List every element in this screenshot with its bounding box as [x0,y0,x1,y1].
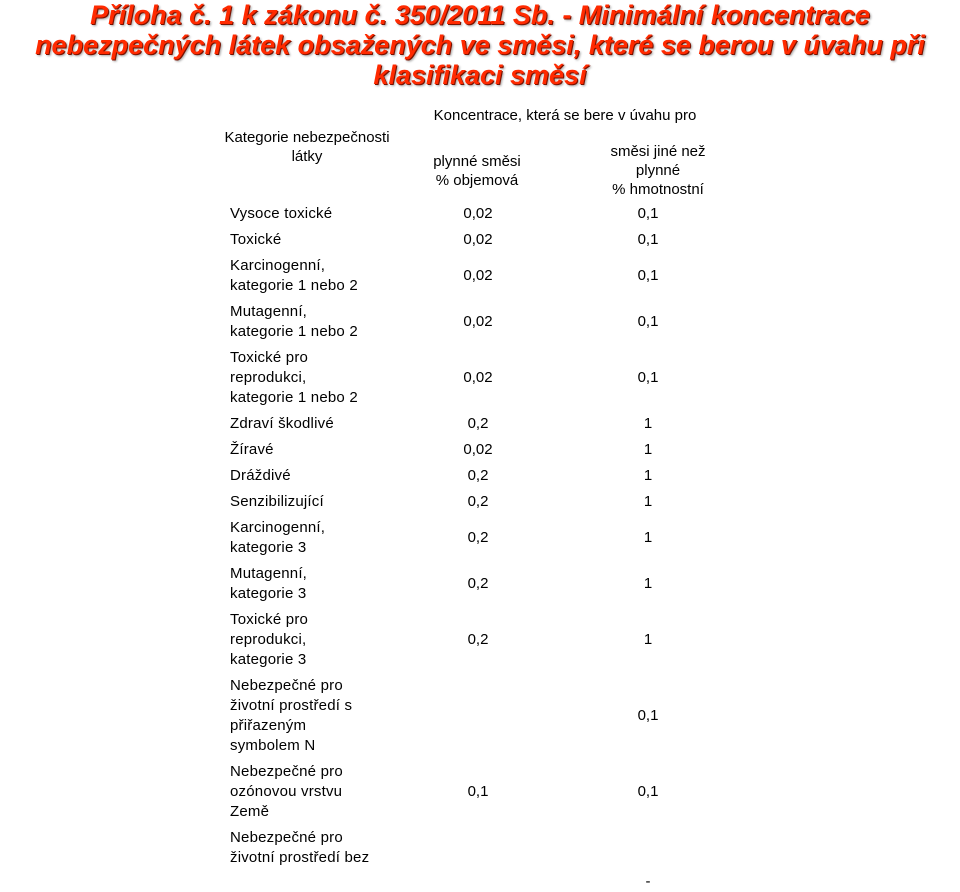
hazard-category-line: Toxické pro [230,611,309,628]
gaseous-concentration-value: 0,2 [467,575,489,592]
non-gaseous-concentration-value: 1 [643,441,653,458]
table-row [230,440,750,460]
column-header-non-gaseous [578,142,738,199]
non-gaseous-concentration-value: 1 [643,529,653,546]
hazard-category-line: Nebezpečné pro [230,829,343,846]
hazard-category-line: Mutagenní, [230,565,308,582]
hazard-category-line: Mutagenní, [230,303,308,320]
gaseous-concentration-value: 0,2 [467,415,489,432]
hazard-category [230,414,398,434]
hazard-category-line: životní prostředí bez [230,849,370,866]
gaseous-concentration-value: 0,02 [463,441,493,458]
column-header-gaseous-line-1: plynné směsi [433,153,521,170]
hazard-category-line: Karcinogenní, [230,519,326,536]
hazard-category [230,348,398,408]
column-header-non-gaseous-line-3: % hmotnostní [612,181,704,198]
table-row [230,348,750,408]
hazard-category-line: kategorie 3 [230,539,307,556]
non-gaseous-concentration-value: 0,1 [637,369,659,386]
title-line-1: Příloha č. 1 k zákonu č. 350/2011 Sb. - Minimální koncentrace [90,0,870,30]
non-gaseous-concentration-value: 1 [643,575,653,592]
hazard-category [230,676,398,756]
table-row [230,492,750,512]
table-row [230,610,750,670]
hazard-category [230,204,398,224]
hazard-category-line: Toxické pro [230,349,309,366]
hazard-category [230,256,398,296]
column-header-non-gaseous-line-2: plynné [635,162,681,179]
column-header-non-gaseous-line-1: směsi jiné než [610,143,706,160]
table-row [230,762,750,822]
non-gaseous-concentration-value: 1 [643,631,653,648]
hazard-category-line: reprodukci, [230,369,307,386]
title-line-3: klasifikaci směsí [373,60,587,90]
gaseous-concentration-value: 0,02 [463,267,493,284]
non-gaseous-concentration-value: 1 [643,415,653,432]
gaseous-concentration-value: 0,02 [463,313,493,330]
hazard-category-line: kategorie 1 nebo 2 [230,277,358,294]
table-row [230,302,750,342]
hazard-category-line: kategorie 1 nebo 2 [230,323,358,340]
gaseous-concentration-value: 0,02 [463,369,493,386]
column-header-category: Kategorie nebezpečnosti látky [224,129,390,165]
table-row [230,414,750,434]
non-gaseous-concentration-value: 0,1 [637,231,659,248]
table-row [230,256,750,296]
hazard-category-line: Toxické [230,231,282,248]
hazard-category-line: ozónovou vrstvu [230,783,343,800]
table-row [230,204,750,224]
hazard-category-line: kategorie 3 [230,585,307,602]
hazard-category-line: Země [230,803,270,820]
gaseous-concentration-value: 0,02 [463,205,493,222]
hazard-category [230,762,398,822]
table-row [230,564,750,604]
hazard-category [230,610,398,670]
hazard-category-line: přiřazeným [230,717,307,734]
hazard-category [230,230,398,250]
hazard-category-line: Dráždivé [230,467,291,484]
table-row [230,518,750,558]
hazard-category-line: Senzibilizující [230,493,324,510]
gaseous-concentration-value: 0,2 [467,631,489,648]
hazard-category [230,564,398,604]
hazard-category-line: reprodukci, [230,631,307,648]
hazard-category-line: Zdraví škodlivé [230,415,334,432]
column-header-concentration: Koncentrace, která se bere v úvahu pro [433,107,697,124]
hazard-category [230,828,398,868]
hazard-category [230,302,398,342]
hazard-category [230,466,398,486]
gaseous-concentration-value: 0,1 [467,783,489,800]
hazard-category-line: kategorie 3 [230,651,307,668]
table-row [230,676,750,756]
hazard-category-line: Vysoce toxické [230,205,333,222]
table-row [230,230,750,250]
hazard-category [230,518,398,558]
table-row [230,466,750,486]
page-title [0,0,960,90]
non-gaseous-concentration-value: 0,1 [637,267,659,284]
non-gaseous-concentration-value: 0,1 [637,205,659,222]
title-line-2: nebezpečných látek obsažených ve směsi, které se berou v úvahu při [35,30,925,60]
hazard-category [230,492,398,512]
hazard-category-line: Nebezpečné pro [230,677,343,694]
column-header-gaseous-line-2: % objemová [435,172,519,189]
gaseous-concentration-value: 0,2 [467,467,489,484]
hazard-category [230,440,398,460]
gaseous-concentration-value: 0,2 [467,529,489,546]
hazard-category-line: kategorie 1 nebo 2 [230,389,358,406]
non-gaseous-concentration-value: 1 [643,467,653,484]
non-gaseous-concentration-value: 0,1 [637,313,659,330]
hazard-category-line: životní prostředí s [230,697,353,714]
hazard-category-line: symbolem N [230,737,316,754]
hazard-category-line: Karcinogenní, [230,257,326,274]
gaseous-concentration-value: 0,2 [467,493,489,510]
gaseous-concentration-value: 0,02 [463,231,493,248]
table-row [230,828,750,890]
column-header-gaseous [412,152,542,190]
hazard-category-line: Žíravé [230,441,274,458]
non-gaseous-concentration-value: 0,1 [637,783,659,800]
non-gaseous-concentration-value: - [645,873,651,890]
hazard-category-line: Nebezpečné pro [230,763,343,780]
non-gaseous-concentration-value: 0,1 [637,707,659,724]
non-gaseous-concentration-value: 1 [643,493,653,510]
